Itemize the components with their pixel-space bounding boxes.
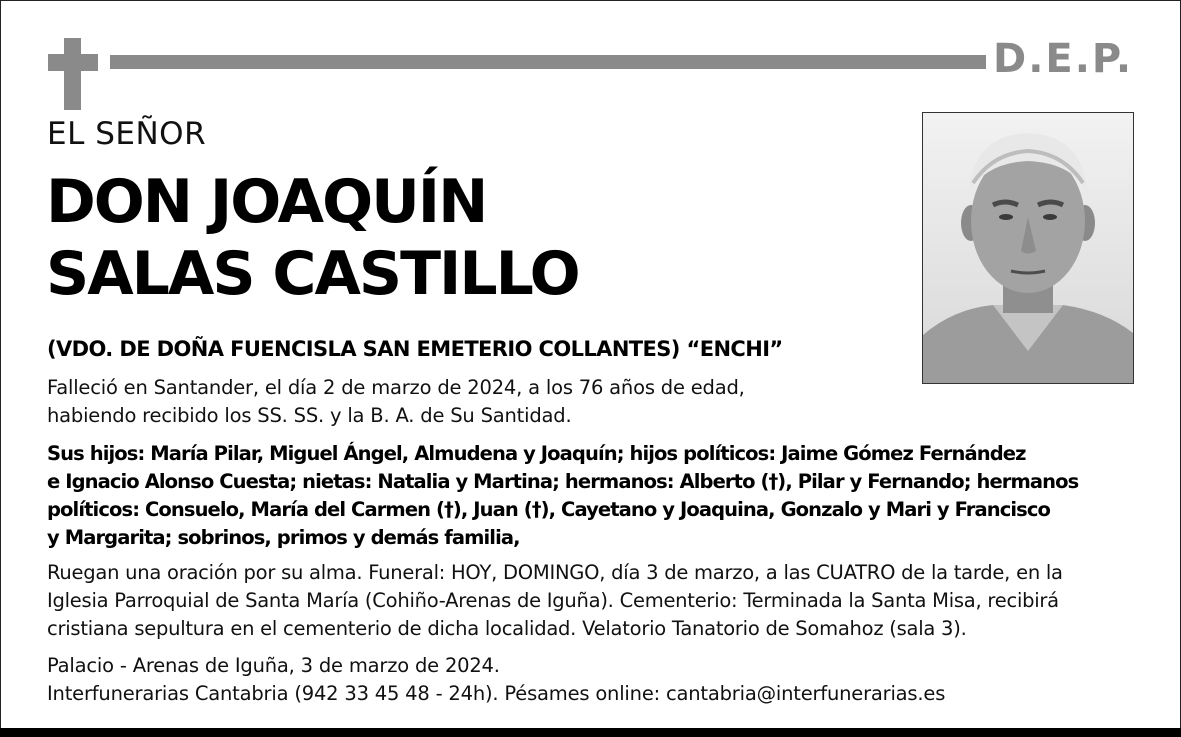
death-line: habiendo recibido los SS. SS. y la B. A. de Su Santidad. — [47, 404, 572, 427]
header-rule — [110, 55, 986, 69]
funeral-line: Ruegan una oración por su alma. Funeral: HOY, DOMINGO, día 3 de marzo, a las CUATRO de la tarde, en la — [47, 561, 1063, 584]
funeral-paragraph — [47, 559, 1063, 643]
widow-line: (VDO. DE DOÑA FUENCISLA SAN EMETERIO COLLANTES) “ENCHI” — [47, 337, 783, 361]
family-paragraph — [47, 440, 1078, 552]
family-line: Sus hijos: María Pilar, Miguel Ángel, Almudena y Joaquín; hijos políticos: Jaime Gómez Fernández — [47, 442, 1026, 465]
bottom-bar — [0, 728, 1181, 737]
dep-label: D.E.P. — [993, 36, 1134, 82]
footer-place-date: Palacio - Arenas de Iguña, 3 de marzo de 2024. — [47, 654, 500, 677]
name-line-1: DON JOAQUÍN — [46, 167, 487, 237]
name-line-2: SALAS CASTILLO — [46, 239, 579, 309]
funeral-line: cristiana sepultura en el cementerio de dicha localidad. Velatorio Tanatorio de Somahoz (sala 3). — [47, 617, 967, 640]
family-line: políticos: Consuelo, María del Carmen (†), Juan (†), Cayetano y Joaquina, Gonzalo y Mari y Francisco — [47, 498, 1051, 521]
portrait-photo — [922, 112, 1134, 384]
portrait-illustration — [923, 113, 1133, 383]
pre-title: EL SEÑOR — [47, 116, 207, 152]
family-line: e Ignacio Alonso Cuesta; nietas: Natalia y Martina; hermanos: Alberto (†), Pilar y Fernando; hermanos — [47, 470, 1079, 493]
cross-icon — [48, 38, 98, 110]
footer-paragraph — [47, 652, 945, 708]
family-line: y Margarita; sobrinos, primos y demás familia, — [47, 526, 520, 549]
deceased-name — [46, 166, 579, 310]
death-paragraph — [47, 374, 745, 430]
funeral-line: Iglesia Parroquial de Santa María (Cohiño-Arenas de Iguña). Cementerio: Terminada la Santa Misa, recibirá — [47, 589, 1059, 612]
death-line: Falleció en Santander, el día 2 de marzo de 2024, a los 76 años de edad, — [47, 376, 745, 399]
footer-contact: Interfunerarias Cantabria (942 33 45 48 - 24h). Pésames online: cantabria@interfunerarias.es — [47, 682, 946, 705]
